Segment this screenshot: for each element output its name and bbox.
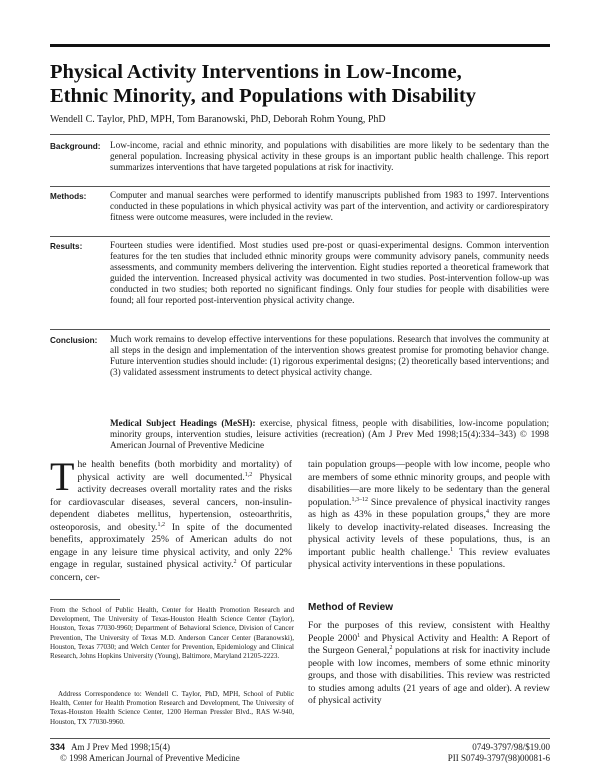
footer-journal-line bbox=[50, 742, 170, 753]
mesh-label: Medical Subject Headings (MeSH): bbox=[110, 418, 256, 428]
affiliation-footnote: From the School of Public Health, Center for Health Promotion Research and Development, The University of Texas-Houston Health Science Center (Taylor), Houston, Texas 77030-9960; Department of Behavioral Science, Division of Cancer Prevention, The University of Texas M.D. Anderson Cancer Center (Baranowski), Houston, Texas 77030; and Welch Center for Prevention, Epidemiology and Clinical Research, Johns Hopkins University (Young), Baltimore, Maryland 21205-2223. bbox=[50, 606, 294, 661]
results-label: Results: bbox=[50, 241, 83, 251]
drop-cap: T bbox=[50, 454, 75, 499]
mesh-keywords bbox=[110, 418, 549, 451]
section-heading: Method of Review bbox=[308, 602, 394, 613]
abstract-rule-3 bbox=[50, 329, 550, 330]
abstract-conclusion bbox=[50, 334, 550, 378]
background-label: Background: bbox=[50, 141, 101, 151]
right-text-4: This review evaluates physical activity interventions in these populations. bbox=[308, 546, 551, 570]
method-paragraph bbox=[308, 620, 550, 708]
method-text-2: and Physical Activity and Health: A Report of the Surgeon General, bbox=[308, 632, 550, 656]
journal-citation: Am J Prev Med 1998;15(4) bbox=[71, 742, 171, 752]
article-title bbox=[50, 60, 560, 108]
conclusion-label: Conclusion: bbox=[50, 335, 98, 345]
footnote-rule bbox=[50, 599, 120, 600]
citation-ref: 1 bbox=[357, 632, 361, 639]
methods-text: Computer and manual searches were performed to identify manuscripts published from 1983 to 1997. Interventions conducted in these populations in which physical activity was part of the intervention, and activity or cardiorespiratory fitness were outcome measures, were included in the review. bbox=[110, 190, 549, 222]
citation-ref: 2 bbox=[389, 644, 393, 651]
right-text-2: Since prevalence of physical inactivity ranges as high as 43% in these population groups, bbox=[308, 496, 550, 520]
method-text-1: For the purposes of this review, consistent with Healthy People 2000 bbox=[308, 620, 550, 644]
abstract-results bbox=[50, 240, 550, 305]
conclusion-text: Much work remains to develop effective interventions for these populations. Research that involves the community at all steps in the design and implementation of the intervention shows greatest promise for promoting behavior change. Future intervention studies should include: (1) rigorous experimental designs; (2) theoretically based interventions; and (3) validated assessment instruments to detect physical activity change. bbox=[110, 334, 549, 377]
left-text-4: Of particular concern, cer- bbox=[50, 559, 292, 583]
body-left-column bbox=[50, 454, 292, 584]
methods-label: Methods: bbox=[50, 191, 87, 201]
author-list: Wendell C. Taylor, PhD, MPH, Tom Baranowski, PhD, Deborah Rohm Young, PhD bbox=[50, 114, 386, 125]
page-number: 334 bbox=[50, 742, 66, 752]
left-text-1: he health benefits (both morbidity and mortality) of physical activity are well documented. bbox=[77, 459, 292, 483]
footer-rule bbox=[50, 738, 550, 739]
method-text-3: populations at risk for inactivity include people with low incomes, members of some ethnic minority groups, and those with disabilities. This review was restricted to studies among adults (21 years of age and older). A review of physical activity bbox=[308, 645, 550, 706]
abstract-rule-1 bbox=[50, 186, 550, 187]
footer-issn: 0749-3797/98/$19.00 bbox=[472, 742, 550, 752]
footer-copyright: © 1998 American Journal of Preventive Medicine bbox=[60, 753, 240, 763]
left-text-3: In spite of the documented benefits, approximately 25% of American adults do not engage in any leisure time physical activity, and only 22% engage in regular, sustained physical activity. bbox=[50, 521, 292, 570]
abstract-methods bbox=[50, 190, 550, 223]
body-right-column bbox=[308, 459, 550, 572]
results-text: Fourteen studies were identified. Most studies used pre-post or quasi-experimental designs. Common intervention features for the ten studies that included ethnic minority groups were community advisory panels, community needs assessments, and community members delivering the intervention. Eight studies reported a theoretical framework that guided the intervention. Increased physical activity was documented in two studies. Post-intervention follow-up was conducted in two studies; both reported no significant findings. Only four studies for people with disabilities were found; all four reported post-intervention physical activity change. bbox=[110, 240, 549, 305]
abstract-background bbox=[50, 140, 550, 173]
background-text: Low-income, racial and ethnic minority, and populations with disabilities are more likely to be sedentary than the general population. Increasing physical activity in these groups is an important public health challenge. This report summarizes interventions that have targeted populations at risk for inactivity. bbox=[110, 140, 549, 172]
title-line-2: Ethnic Minority, and Populations with Disability bbox=[50, 85, 477, 107]
correspondence-footnote: Address Correspondence to: Wendell C. Taylor, PhD, MPH, School of Public Health, Center for Health Promotion Research and Development, The University of Texas-Houston Health Science Center, 1200 Herman Pressler Blvd., RAS W-940, Houston, TX 77030-9960. bbox=[50, 690, 294, 726]
title-line-1: Physical Activity Interventions in Low-Income, bbox=[50, 61, 462, 83]
citation-ref: 1,2 bbox=[244, 471, 253, 478]
abstract-top-rule bbox=[50, 134, 550, 135]
left-text-2: Physical activity decreases overall mortality rates and the risks for cardiovascular diseases, several cancers, non-insulin-dependent diabetes mellitus, hypertension, osteoarthritis, osteoporosis, and obesity. bbox=[50, 471, 292, 533]
citation-ref: 4 bbox=[485, 508, 489, 515]
top-rule bbox=[50, 44, 550, 47]
right-text-1: tain population groups—people with low income, people who are members of some ethnic minority groups, and people with disabilities—are more likely to be sedentary than the general population. bbox=[308, 459, 550, 508]
citation-ref: 1,2 bbox=[157, 521, 165, 528]
citation-ref: 1 bbox=[450, 546, 454, 553]
abstract-rule-2 bbox=[50, 236, 550, 237]
citation-ref: 2 bbox=[233, 558, 237, 565]
citation-ref: 1,3–12 bbox=[351, 496, 368, 503]
footer-pii: PII S0749-3797(98)00081-6 bbox=[447, 753, 550, 763]
mesh-text: exercise, physical fitness, people with disabilities, low-income population; minority groups, intervention studies, leisure activities (recreation) (Am J Prev Med 1998;15(4):334–343) © 1998 American Journal of Preventive Medicine bbox=[110, 418, 549, 450]
right-text-3: they are more likely to develop inactivity-related diseases. Increasing the physical activity levels of these populations, thus, is an important public health challenge. bbox=[308, 509, 551, 558]
